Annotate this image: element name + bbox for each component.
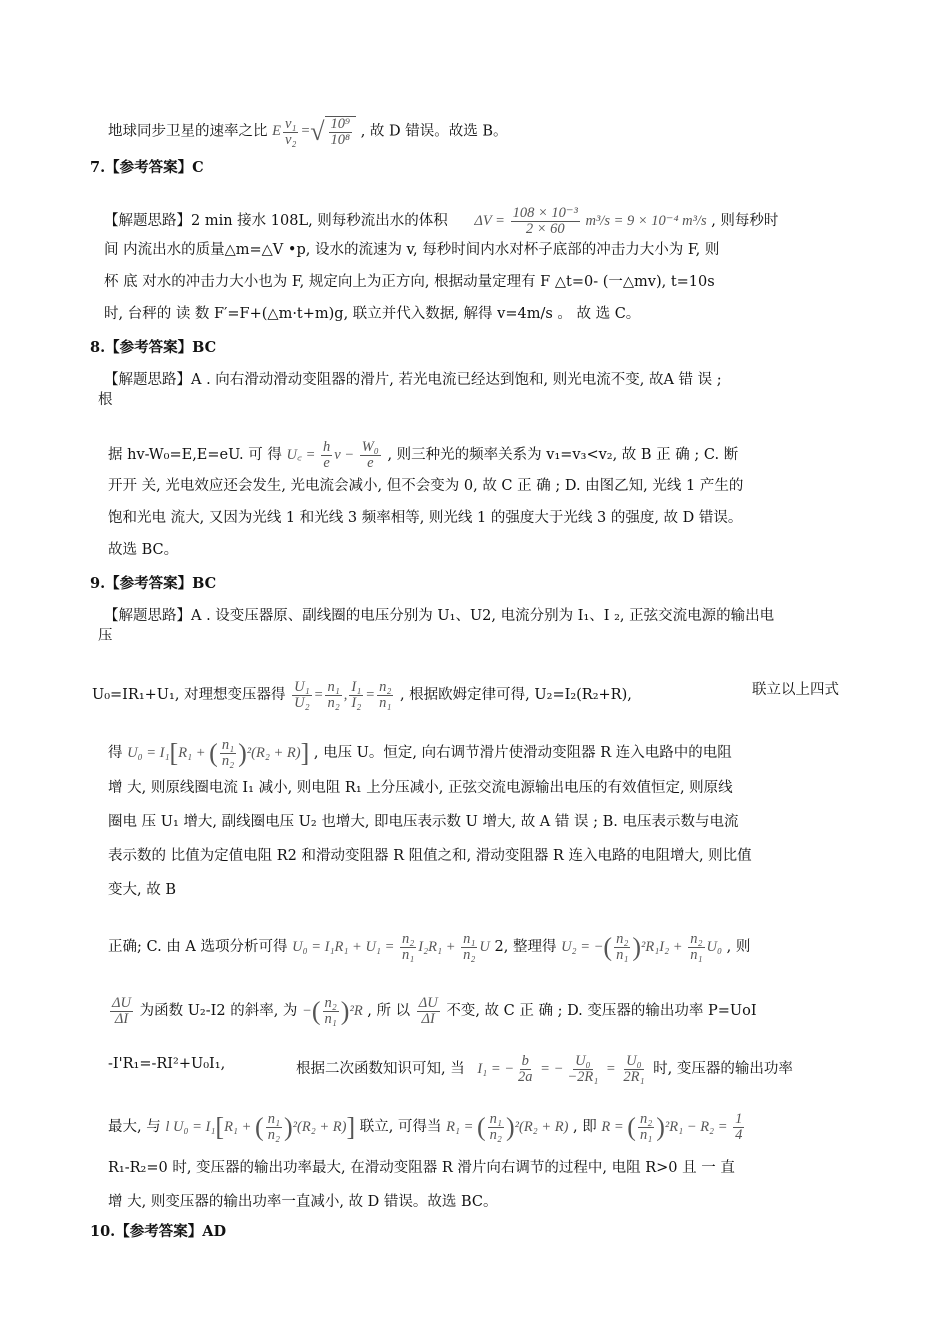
formula-image: U₀ = I₁[R₁ + ( $\frac{\text{n₁}}{\text{n₂}}$ )²(R₂ + R)]: [127, 737, 310, 769]
text-line: 开开 关, 光电效应还会发生, 光电流会减小, 但不会变为 0, 故 C 正 确 ; D. 由图乙知, 光线 1 产生的: [108, 478, 744, 494]
text-segment: , 则每秒时: [711, 212, 779, 229]
text-segment: 据 hv-W₀=E,E=eU. 可 得: [108, 446, 282, 463]
text-segment: 为函数 U₂-I2 的斜率, 为: [139, 1002, 298, 1019]
formula-image: R = ( $\frac{\text{n₂}}{\text{n₁}}$ )²R₁ − R₂ = $\frac{1}{4}$: [601, 1111, 743, 1143]
formula-image: U꜀ = $\frac{h}{e}$ ν − $\frac{\text{W₀}}{e}$: [286, 439, 379, 471]
text-line: [108, 932, 750, 963]
text-segment: U₀=IR₁+U₁, 对理想变压器得: [92, 686, 286, 703]
formula-image: E $\frac{\text{v₁}}{\text{v₂}}$ = √ $\frac{\text{10⁹}}{\text{10⁸}}$: [272, 123, 356, 139]
formula-image: l U₀ = I₁[R₁ + ( $\frac{\text{n₁}}{\text{n₂}}$ )²(R₂ + R)]: [165, 1111, 356, 1143]
answer-heading: 8.【参考答案】BC: [90, 339, 217, 356]
text-line: [108, 440, 738, 471]
text-line: 圈电 压 U₁ 增大, 副线圈电压 U₂ 也增大, 即电压表示数 U 增大, 故 A 错 误 ; B. 电压表示数与电流: [108, 814, 739, 830]
text-segment: 得: [108, 744, 123, 761]
text-line: 联立以上四式: [752, 682, 839, 698]
formula-image: −( $\frac{\text{n₂}}{\text{n₁}}$ )²R: [302, 995, 363, 1027]
text-line: 增 大, 则原线圈电流 I₁ 减小, 则电阻 R₁ 上分压减小, 正弦交流电源输出电压的有效值恒定, 则原线: [108, 780, 733, 796]
formula-image: $\frac{\Delta U}{\Delta I}$: [112, 995, 131, 1027]
formula-image: I₁ = − $\frac{b}{2a}$ = − $\frac{\text{U₀}}{\text{−2R₁}}$ = $\frac{\text{U₀}}{\text{2R₁}}$: [477, 1053, 645, 1085]
formula-image: R₁ = ( $\frac{\text{n₁}}{\text{n₂}}$ )²(R₂ + R): [446, 1111, 569, 1143]
text-segment: 2, 整理得: [494, 938, 557, 955]
text-line: [296, 1054, 793, 1085]
text-line: 压: [98, 628, 113, 644]
text-line: [108, 996, 757, 1027]
text-segment: , 则三种光的频率关系为 v₁=v₃<v₂, 故 B 正 确 ; C. 断: [387, 446, 739, 463]
formula-image: U₀ = I₁R₁ + U₁ = $\frac{\text{n₂}}{\text{n₁}}$ I₂R₁ + $\frac{\text{n₁}}{\text{n₂}}$ U: [292, 931, 490, 963]
text-line: [108, 116, 508, 148]
text-segment: , 则: [726, 938, 751, 955]
text-line: 饱和光电 流大, 又因为光线 1 和光线 3 频率相等, 则光线 1 的强度大于光线 3 的强度, 故 D 错误。: [108, 510, 743, 526]
text-segment: 最大, 与: [108, 1118, 161, 1135]
text-line: 时, 台秤的 读 数 F′=F+(△m·t+m)g, 联立并代入数据, 解得 v=4m/s 。 故 选 C。: [104, 306, 641, 322]
text-line: [108, 738, 732, 769]
text-segment: 正确; C. 由 A 选项分析可得: [108, 938, 288, 955]
text-line: 表示数的 比值为定值电阻 R2 和滑动变阻器 R 阻值之和, 滑动变阻器 R 连入电路的电阻增大, 则比值: [108, 848, 752, 864]
text-line: [108, 1112, 746, 1143]
text-line: 【解题思路】A . 向右滑动滑动变阻器的滑片, 若光电流已经达到饱和, 则光电流不变, 故A 错 误 ;: [104, 372, 722, 388]
text-segment: , 根据欧姆定律可得, U₂=I₂(R₂+R),: [399, 686, 632, 703]
text-line: [104, 206, 778, 237]
answer-heading: 9.【参考答案】BC: [90, 575, 217, 592]
text-line: [92, 680, 632, 711]
text-segment: 根据二次函数知识可知, 当: [296, 1060, 465, 1077]
text-segment: , 所 以: [367, 1002, 411, 1019]
answer-heading: 10.【参考答案】AD: [90, 1223, 227, 1240]
text-segment: , 电压 U。恒定, 向右调节滑片使滑动变阻器 R 连入电路中的电阻: [313, 744, 732, 761]
formula-image: ΔV = $\frac{\text{108 × 10⁻³}}{2 \times 60}$ m³/s = 9 × 10⁻⁴ m³/s: [474, 205, 707, 237]
text-line: 间 内流出水的质量△m=△V •p, 设水的流速为 v, 每秒时间内水对杯子底部的冲击力大小为 F, 则: [104, 242, 720, 258]
text-line: -I'R₁=-RI²+U₀I₁,: [108, 1056, 226, 1072]
text-segment: 时, 变压器的输出功率: [653, 1060, 793, 1077]
formula-image: $\frac{\Delta U}{\Delta I}$: [418, 995, 438, 1027]
text-line: 故选 BC。: [108, 542, 179, 558]
formula-image: $\frac{\text{U₁}}{\text{U₂}}$ = $\frac{\text{n₁}}{\text{n₂}}$ , $\frac{\text{I₁}}{\text{I₂}}$ = $\frac{\text{n₂}}{\text{n₁}}$: [294, 679, 392, 711]
text-line: 变大, 故 B: [108, 882, 176, 898]
text-line: R₁-R₂=0 时, 变压器的输出功率最大, 在滑动变阻器 R 滑片向右调节的过程中, 电阻 R>0 且 一 直: [108, 1160, 735, 1176]
text-line: 根: [98, 392, 113, 408]
text-segment: 联立, 可得当: [359, 1118, 442, 1135]
text-segment: 【解题思路】2 min 接水 108L, 则每秒流出水的体积: [104, 212, 448, 229]
text-segment: , 故 D 错误。故选 B。: [360, 123, 508, 140]
text-segment: , 即: [573, 1118, 597, 1135]
text-line: 增 大, 则变压器的输出功率一直减小, 故 D 错误。故选 BC。: [108, 1194, 498, 1210]
text-line: 杯 底 对水的冲击力大小也为 F, 规定向上为正方向, 根据动量定理有 F △t=0- (一△mv), t=10s: [104, 274, 715, 290]
answer-heading: 7.【参考答案】C: [90, 159, 204, 176]
formula-image: U₂ = −( $\frac{\text{n₂}}{\text{n₁}}$ )²R₁I₂ + $\frac{\text{n₂}}{\text{n₁}}$ U₀: [561, 931, 723, 963]
text-line: 【解题思路】A . 设变压器原、副线圈的电压分别为 U₁、U2, 电流分别为 I₁、I ₂, 正弦交流电源的输出电: [104, 608, 775, 624]
text-segment: 地球同步卫星的速率之比: [108, 123, 268, 140]
text-segment: 不变, 故 C 正 确 ; D. 变压器的输出功率 P=UoI: [446, 1002, 757, 1019]
